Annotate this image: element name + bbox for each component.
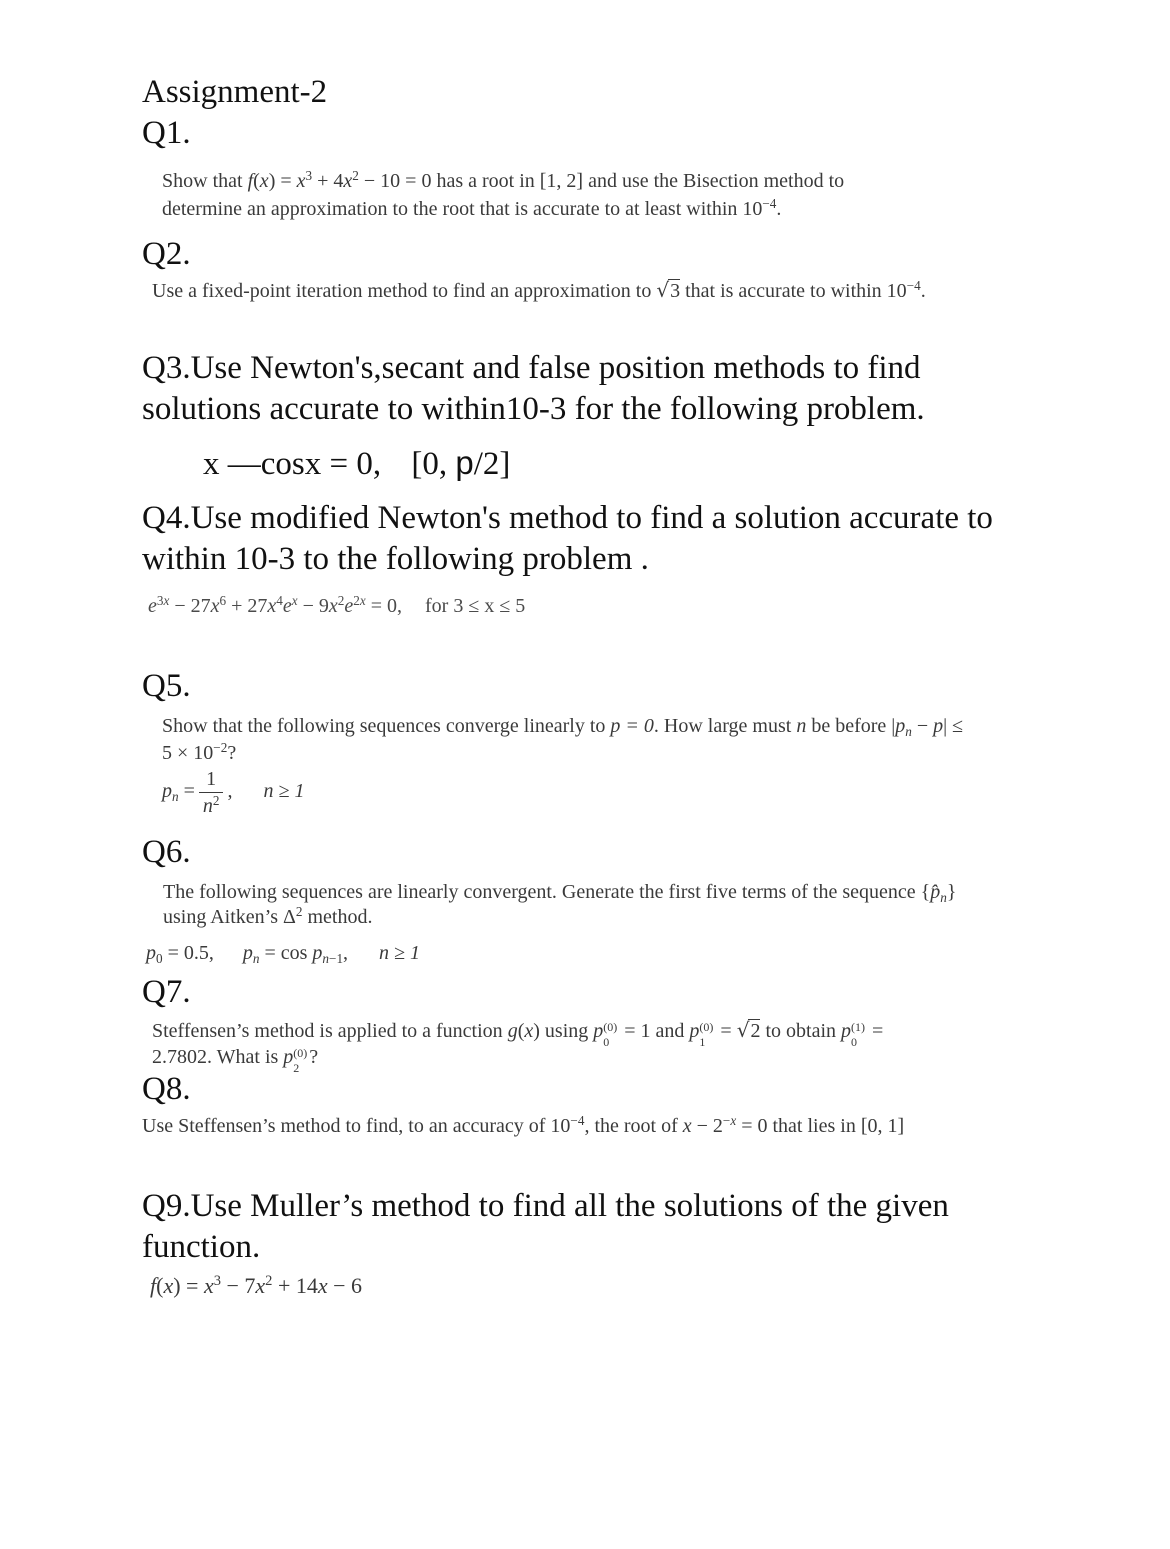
q1-text-b: has a root in [1, 2] and use the Bisection method to [431, 170, 845, 192]
q9-line-2: function. [142, 1229, 261, 1265]
q1-text-a: Show that [162, 170, 248, 192]
q6-line-1: The following sequences are linearly convergent. Generate the first five terms of the sequence $\{p̂_n\}$ [163, 881, 957, 905]
q1-line-2: determine an approximation to the root that is accurate to at least within $10^{-4}$. [162, 195, 782, 220]
q9-line-1: Q9.Use Muller’s method to find all the solutions of the given [142, 1188, 949, 1224]
q7-label: Q7. [142, 974, 191, 1010]
q8-text: Use Steffensen’s method to find, to an accuracy of $10^{-4}$, the root of $x - 2^{-x} = 0$ that lies in [0, 1] [142, 1112, 905, 1137]
q1-label: Q1. [142, 115, 191, 151]
q4-line-1: Q4.Use modified Newton's method to find a solution accurate to [142, 500, 993, 536]
q5-fraction: $\frac{1}{n^2}$ [199, 766, 224, 819]
q5-sequence: $p_n$ = $\frac{1}{n^2}$ , n ≥ 1 [162, 768, 305, 817]
q4-condition: for 3 ≤ x ≤ 5 [425, 595, 526, 617]
q3-line-2: solutions accurate to within10-3 for the following problem. [142, 391, 925, 427]
q6-label: Q6. [142, 834, 191, 870]
q8-label: Q8. [142, 1071, 191, 1107]
q7-line-2: 2.7802. What is p (0) 2 ? [152, 1046, 319, 1075]
q5-line-1: Show that the following sequences converge linearly to p = 0. How large must n be before $|p_n - p|$ ≤ [162, 715, 964, 739]
q4-line-2: within 10-3 to the following problem . [142, 541, 649, 577]
q2-text: Use a fixed-point iteration method to find an approximation to √3 that is accurate to within $10^{-4}$. [152, 277, 926, 302]
q5-label: Q5. [142, 668, 191, 704]
q1-line-1: Show that $f(x) = x^3 + 4x^2 - 10 = 0$ has a root in [1, 2] and use the Bisection method to [162, 167, 845, 192]
q3-line-1: Q3.Use Newton's,secant and false position methods to find [142, 350, 921, 386]
q5-line-2: $5 \times 10^{-2}$? [162, 739, 237, 764]
q2-radicand: 3 [670, 280, 681, 302]
q9-function: $f(x) = x^3 - 7x^2 + 14x - 6$ [150, 1273, 363, 1298]
q2-label: Q2. [142, 236, 191, 272]
q3-equation: x —cosx = 0, [0, p/2] [203, 444, 511, 482]
q6-line-2: using Aitken’s $\Delta^2$ method. [163, 903, 373, 928]
document-title: Assignment-2 [142, 74, 328, 110]
q7-line-1: Steffensen’s method is applied to a function g(x) using p (0) 0 = 1 and p (0) 1 = √2 to obtain p (1) 0 = [152, 1018, 884, 1049]
q4-equation: $e^{3x} - 27x^6 + 27x^4e^x - 9x^2e^{2x} = 0$, for 3 ≤ x ≤ 5 [148, 592, 526, 617]
q6-sequence: $p_0 = 0.5$, $p_n = \cos p_{n-1}$, n ≥ 1 [146, 942, 421, 966]
